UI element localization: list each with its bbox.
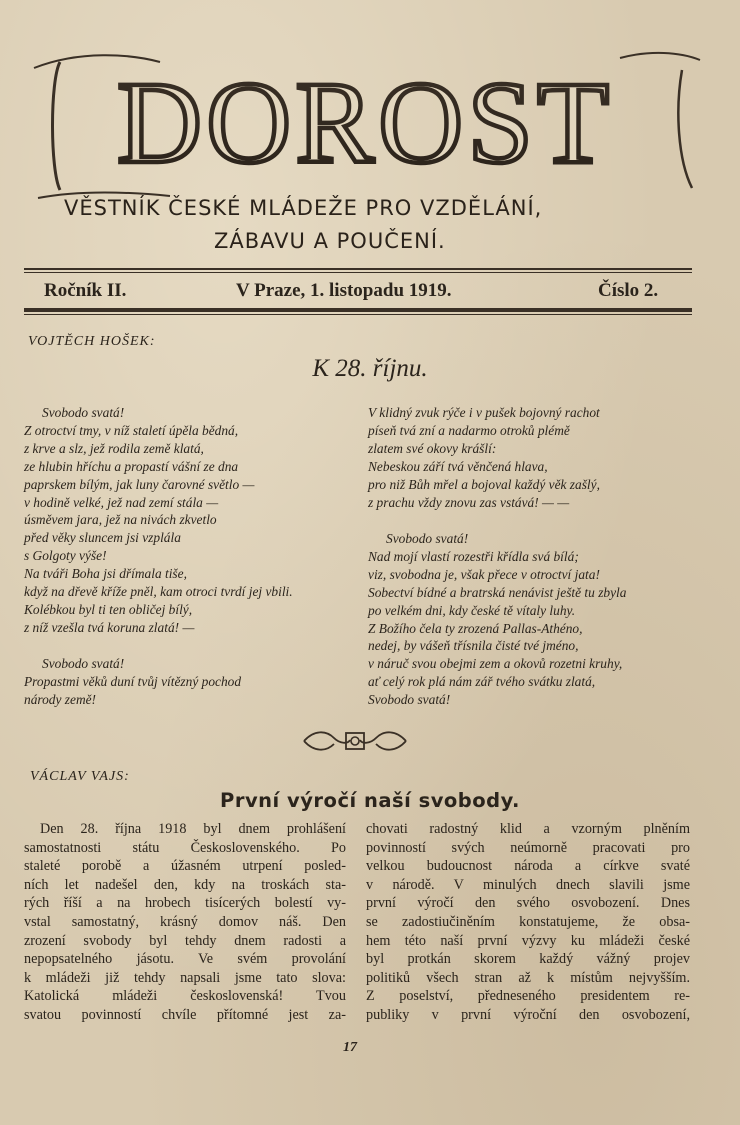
- article-line: samostatnosti státu Československého. Po: [24, 839, 346, 856]
- poem-line: Kolébkou byl ti ten obličej bílý,: [24, 601, 193, 617]
- article-line: v národě. V minulých dnech slavili jsme: [366, 876, 690, 893]
- article-line: rých říší a na hrobech tisícerých bolestí vy-: [24, 895, 346, 912]
- poem-left-stanza-1: [24, 404, 293, 637]
- article-line: nepopsatelného jásotu. Ve svém provolání: [24, 951, 346, 968]
- poem-line: Nad mojí vlastí rozestři křídla svá bílá;: [368, 548, 579, 564]
- article-line: publiky v první výroční den osvobození,: [366, 1006, 690, 1023]
- poem-line: Svobodo svatá!: [42, 405, 125, 420]
- poem-line: píseň tvá zní a nadarmo otroků plémě: [368, 422, 570, 438]
- poem-line: Na tváři Boha jsi dřímala tiše,: [24, 566, 187, 582]
- poem-line: když na dřevě kříže pněl, kam otroci tvrdí jej vbili.: [24, 584, 293, 600]
- header-rule-top-thin: [24, 272, 692, 273]
- issue-volume: Ročník II.: [44, 280, 127, 301]
- article-line: k mládeži již tehdy napsali jsme tato slova:: [24, 969, 346, 986]
- masthead-title-art: [20, 40, 710, 200]
- article-left-column: [24, 820, 346, 1025]
- poem-line: V klidný zvuk rýče i v pušek bojovný rachot: [368, 405, 600, 420]
- poem-line: v náruč svou obejmi zem a okovů rozetni kruhy,: [368, 656, 623, 672]
- poem-line: před věky sluncem jsi vzplála: [24, 530, 181, 546]
- poem-line: Z otroctví tmy, v níž staletí úpěla bědná,: [24, 422, 239, 438]
- poem-line: viz, svobodna je, však přece v otroctví jata!: [368, 566, 600, 582]
- article-right-column: [366, 820, 690, 1025]
- header-rule-top: [24, 268, 692, 270]
- article-line: vstal samostatný, krásný domov náš. Den: [24, 913, 346, 930]
- poem-line: Nebeskou září tvá věnčená hlava,: [368, 458, 548, 474]
- poem-line: Z Božího čela ty zrozená Pallas-Athéno,: [368, 620, 583, 636]
- article-line: Katolická mládeži československá! Tvou: [24, 988, 346, 1005]
- article-line: zrození svobody byl tehdy dnem radosti a: [24, 932, 346, 949]
- poem-line: národy země!: [24, 691, 97, 707]
- poem-author: VOJTĚCH HOŠEK:: [28, 334, 156, 349]
- poem-line: s Golgoty výše!: [24, 548, 107, 564]
- issue-info-row: [24, 280, 692, 306]
- masthead: [20, 40, 710, 260]
- poem-line: po velkém dni, kdy české tě vítaly luhy.: [368, 602, 576, 618]
- header-rule-bottom-thin: [24, 314, 692, 315]
- header-rule-bottom: [24, 308, 692, 312]
- article-line: velkou budoucnost národa a církve svaté: [366, 858, 690, 875]
- page-number: 17: [343, 1040, 357, 1055]
- poem-line: zlatem své okovy krášlí:: [368, 440, 497, 456]
- issue-date: V Praze, 1. listopadu 1919.: [236, 280, 452, 301]
- poem-line: úsměvem jara, jež na nivách zkvetlo: [24, 512, 217, 528]
- poem-line: z prachu vždy znovu zas vstává! — —: [368, 494, 570, 510]
- poem-line: z níž vzešla tvá koruna zlatá! —: [24, 619, 195, 635]
- poem-right-stanza-2: [368, 530, 626, 709]
- poem-line: Propastmi věků duní tvůj vítězný pochod: [24, 673, 242, 689]
- poem-line: Svobodo svatá!: [42, 656, 125, 671]
- article-line: svatou povinností chvíle přítomné jest za-: [24, 1006, 346, 1023]
- poem-line: v hodině velké, jež nad zemí stála —: [24, 494, 219, 510]
- poem-line: ze hlubin hříchu a propastí vášní ze dna: [24, 458, 239, 474]
- article-line: povinností svých neúmorně pracovati pro: [366, 839, 690, 856]
- article-line: byl protkán skorem každý vážný projev: [366, 951, 690, 968]
- issue-number: Číslo 2.: [598, 280, 659, 301]
- masthead-subtitle-line1: VĚSTNÍK ČESKÉ MLÁDEŽE PRO VZDĚLÁNÍ,: [64, 196, 543, 220]
- poem-line: z krve a slz, jež rodila země klatá,: [24, 440, 204, 456]
- poem-line: paprskem bílým, jak luny čarovné světlo —: [24, 476, 255, 492]
- article-author: VÁCLAV VAJS:: [30, 769, 130, 784]
- poem-right-stanza-1: [368, 404, 600, 511]
- masthead-subtitle-line2: ZÁBAVU A POUČENÍ.: [214, 229, 446, 253]
- article-line: ních let nadešel den, kdy na troskách sta-: [24, 876, 346, 893]
- article-line: politiků všech stran až k místům nejvyšším.: [366, 969, 690, 986]
- poem-title: K 28. říjnu.: [312, 355, 428, 382]
- poem-line: Svobodo svatá!: [386, 531, 469, 546]
- ornament-divider: [300, 728, 410, 759]
- poem-line: Sobectví bídné a bratrská nenávist ještě tu zbyla: [368, 584, 627, 600]
- article-line: Den 28. října 1918 byl dnem prohlášení: [40, 821, 346, 837]
- article-line: chovati radostný klid a vzorným plněním: [366, 821, 690, 837]
- poem-line: pro niž Bůh mřel a bojoval každý věk zašlý,: [368, 476, 600, 492]
- poem-line: nedej, by vášeň třísnila čisté tvé jméno,: [368, 638, 579, 654]
- article-line: hem této naší první výzvy ku mládeži české: [366, 932, 690, 949]
- article-line: staleté porobě a úžasném utrpení posled-: [24, 858, 346, 875]
- poem-line: ať celý rok plá nám zář tvého svátku zlatá,: [368, 674, 596, 690]
- article-line: Z poselství, předneseného presidentem re-: [366, 988, 690, 1005]
- article-line: první výročí den svého osvobození. Dnes: [366, 895, 690, 912]
- article-title: První výročí naší svobody.: [220, 789, 520, 812]
- poem-left-stanza-2: [24, 655, 241, 709]
- poem-line: Svobodo svatá!: [368, 692, 451, 708]
- masthead-title: DOROST: [116, 57, 614, 188]
- article-line: se zadostiučiněním konstatujeme, že obsa-: [366, 913, 690, 930]
